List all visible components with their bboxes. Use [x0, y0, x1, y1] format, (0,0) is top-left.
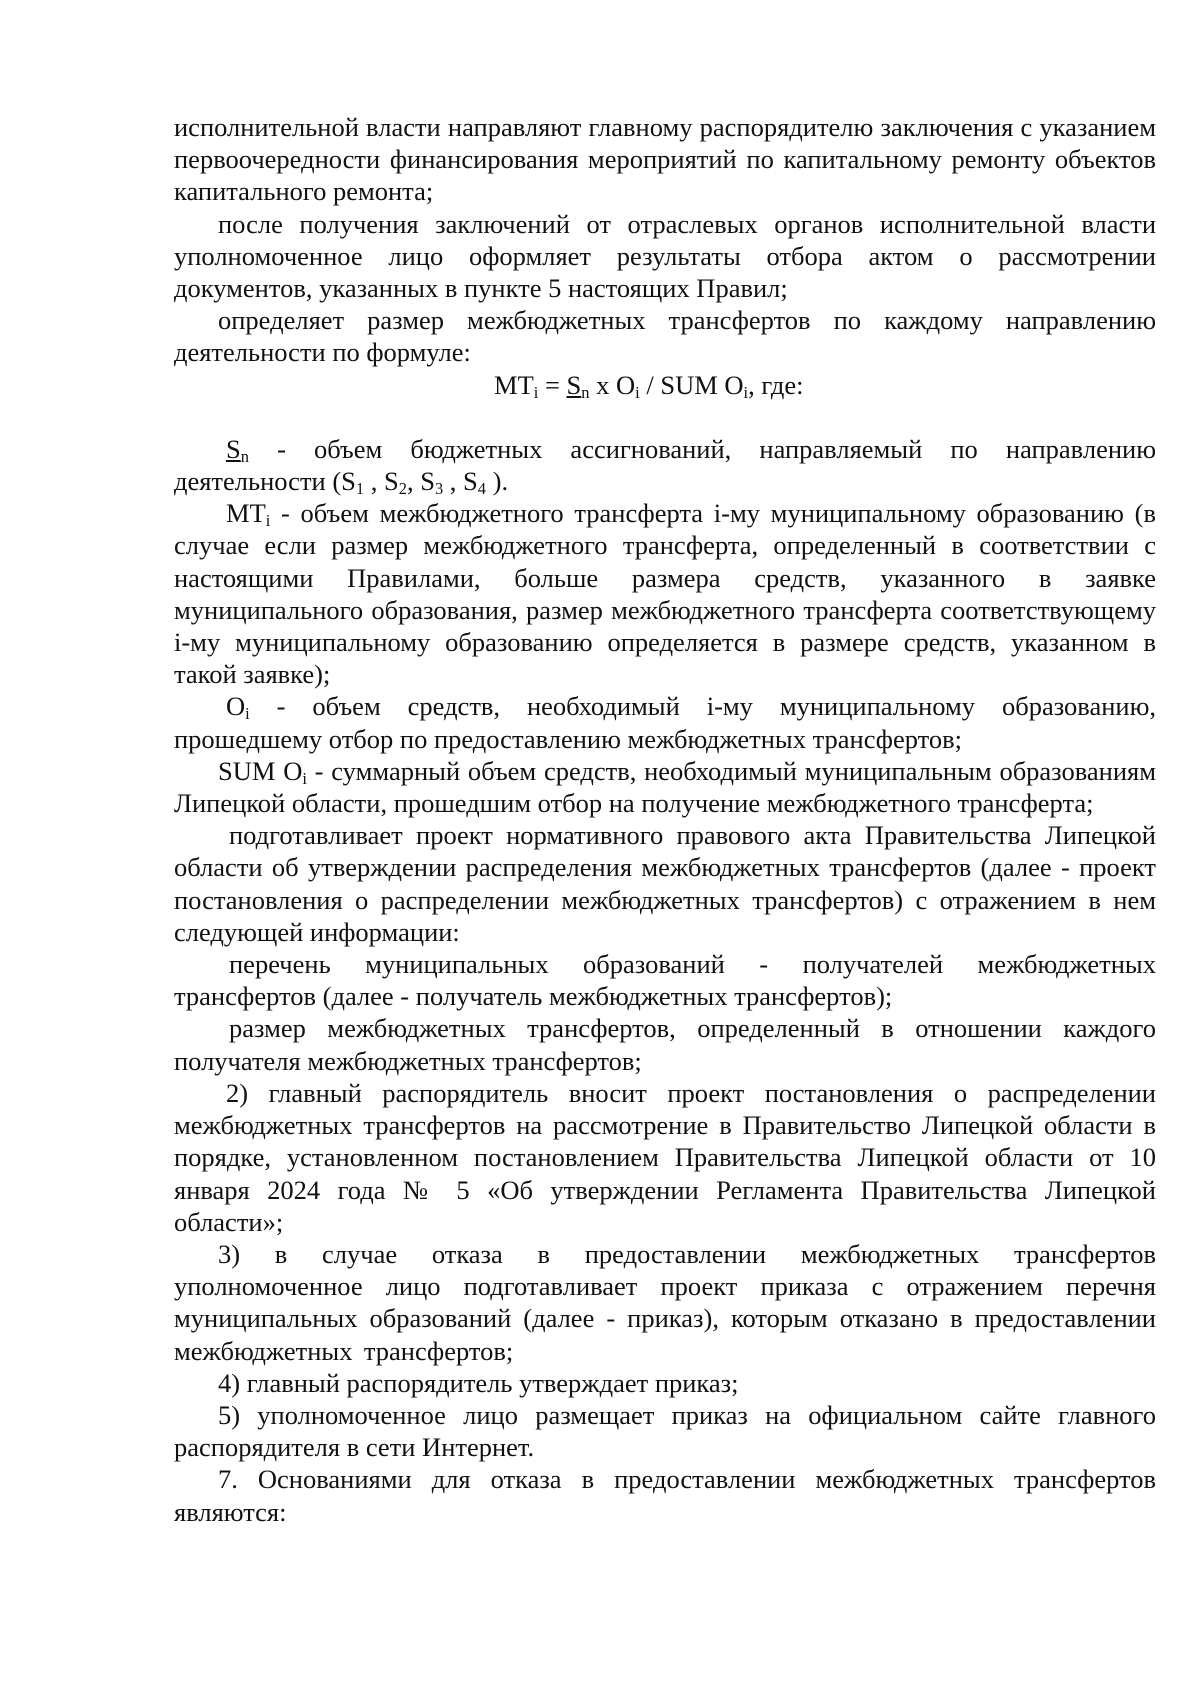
definition-sn-end: ).	[486, 466, 509, 497]
formula-index-n: n	[581, 382, 590, 402]
definition-mti-index: i	[265, 511, 271, 531]
formula-tail: , где:	[748, 369, 804, 400]
paragraph-determines-size: определяет размер межбюджетных трансфертов по каждому направлению деятельности по формуле:	[174, 305, 1156, 368]
paragraph-section-7: 7. Основаниями для отказа в предоставлении межбюджетных трансфертов являются:	[174, 1464, 1156, 1527]
definition-sn-sep1: , S	[364, 466, 399, 497]
definition-oi-symbol: O	[226, 691, 246, 722]
paragraph-item-2: 2) главный распорядитель вносит проект постановления о распределении межбюджетных трансфертов на рассмотрение в Правительство Липецкой области в порядке, установленном постановлением Правительства Липецкой области от 10 января 2024 года № 5 «Об утверждении Регламента Правительства Липецкой области»;	[174, 1077, 1156, 1237]
definition-sum-symbol: SUM O	[218, 755, 303, 786]
paragraph-transfer-size: размер межбюджетных трансфертов, определенный в отношении каждого получателя межбюджетных трансфертов;	[174, 1013, 1156, 1076]
definition-sn-sep3: , S	[443, 466, 478, 497]
paragraph-list-recipients: перечень муниципальных образований - получателей межбюджетных трансфертов (далее - получатель межбюджетных трансфертов);	[174, 949, 1156, 1012]
definition-sn-symbol	[226, 434, 249, 464]
formula-index-i-3: i	[743, 382, 749, 402]
definition-sn-text: - объем бюджетных ассигнований, направляемый по направлению деятельности (S	[174, 433, 1156, 497]
definition-mti-text: - объем межбюджетного трансферта i-му муниципальному образованию (в случае если размер межбюджетного трансферта, определенный в соответствии с настоящими Правилами, больше размера средств, указанного в заявке муниципального образования, размер межбюджетного трансферта соответствующему i-му муниципальному образованию определяется в размере средств, указанном в такой заявке);	[174, 498, 1156, 690]
definition-sn-s4: 4	[477, 479, 487, 499]
paragraph-conclusions: исполнительной власти направляют главному распорядителю заключения с указанием первоочередности финансирования мероприятий по капитальному ремонту объектов капитального ремонта;	[174, 112, 1156, 207]
definition-sn	[174, 433, 1156, 497]
document-body	[174, 111, 1156, 1528]
formula-equals: =	[538, 369, 567, 400]
paragraph-item-5: 5) уполномоченное лицо размещает приказ на официальном сайте главного распорядителя в сети Интернет.	[174, 1399, 1156, 1463]
definition-sn-n: n	[240, 446, 249, 466]
definition-oi-index: i	[245, 704, 250, 724]
definition-sn-sep2: , S	[406, 466, 435, 497]
formula-times-o: x O	[589, 369, 636, 400]
formula-index-i-2: i	[635, 382, 640, 402]
definition-sum-oi	[174, 755, 1156, 819]
definition-sum-index: i	[302, 768, 307, 788]
paragraph-selection-act: после получения заключений от отраслевых органов исполнительной власти уполномоченное лицо оформляет результаты отбора актом о рассмотрении документов, указанных в пункте 5 настоящих Правил;	[174, 208, 1156, 304]
definition-mti-symbol: MT	[226, 498, 266, 529]
formula-sum: / SUM O	[639, 369, 744, 400]
definition-sn-s2: 2	[398, 479, 407, 499]
definition-sum-text: - суммарный объем средств, необходимый муниципальным образованиям Липецкой области, прошедшим отбор на получение межбюджетного трансферта;	[174, 755, 1156, 819]
formula-mt: MT	[494, 369, 534, 400]
definition-sn-s3: 3	[434, 479, 444, 499]
definition-oi	[174, 690, 1156, 754]
formula-s: S	[566, 369, 582, 400]
definition-mti	[174, 497, 1156, 690]
transfer-formula	[174, 369, 1156, 401]
formula-index-i: i	[533, 382, 539, 402]
formula-sn	[567, 370, 590, 400]
definition-sn-s1: 1	[355, 479, 365, 499]
paragraph-item-3: 3) в случае отказа в предоставлении межбюджетных трансфертов уполномоченное лицо подготавливает проект приказа с отражением перечня муниципальных образований (далее - приказ), которым отказано в предоставлении межбюджетных трансфертов;	[174, 1238, 1156, 1366]
paragraph-prepares-draft: подготавливает проект нормативного правового акта Правительства Липецкой области об утверждении распределения межбюджетных трансфертов (далее - проект постановления о распределении межбюджетных трансфертов) с отражением в нем следующей информации:	[174, 820, 1156, 947]
definition-oi-text: - объем средств, необходимый i-му муниципальному образованию, прошедшему отбор по предоставлению межбюджетных трансфертов;	[174, 691, 1156, 754]
definition-sn-s: S	[226, 433, 241, 464]
paragraph-item-4: 4) главный распорядитель утверждает приказ;	[218, 1367, 739, 1398]
